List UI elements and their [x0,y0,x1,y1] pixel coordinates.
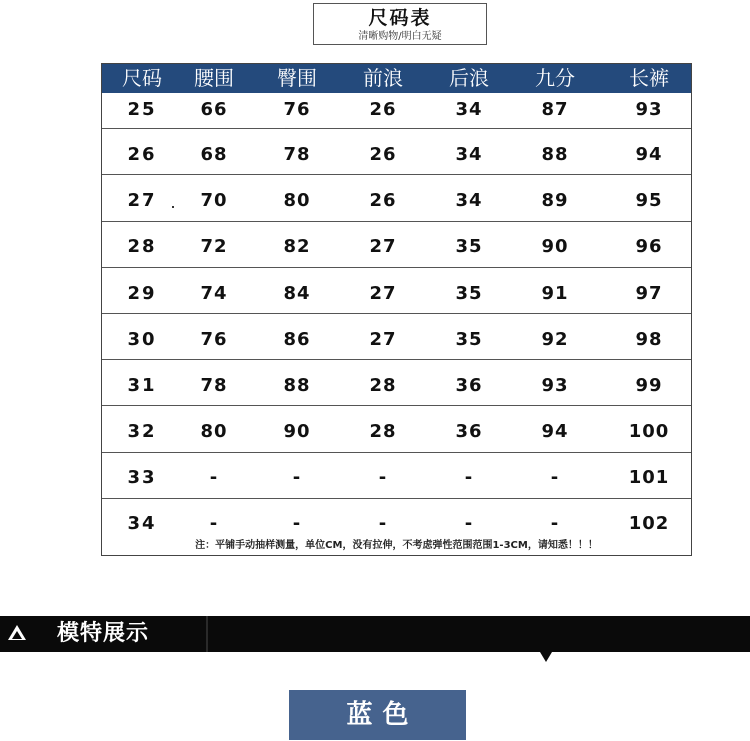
size-cell: 27 [127,190,157,211]
column-header: 长裤 [629,66,669,90]
measurement-cell: 94 [541,421,569,442]
measurement-cell: 93 [635,99,663,120]
measurement-cell: 35 [455,329,483,350]
table-row [102,144,691,190]
measurement-cell: 94 [635,144,663,165]
measurement-cell: 72 [200,236,228,257]
column-header: 腰围 [194,66,234,90]
color-variant-label: 蓝色 [289,690,466,740]
measurement-cell: - [292,467,302,488]
measurement-cell: 34 [455,99,483,120]
measurement-cell: 88 [283,375,311,396]
measurement-cell: - [378,513,388,534]
measurement-note: 注：平铺手动抽样测量，单位CM，没有拉伸，不考虑弹性范围范围1-3CM，请知悉！！！ [195,540,598,551]
page-subtitle: 清晰购物/明白无疑 [358,31,442,42]
measurement-cell: - [209,513,219,534]
measurement-cell: 100 [628,421,670,442]
column-header: 后浪 [449,66,489,90]
size-cell: 25 [127,99,157,120]
column-header: 尺码 [122,66,162,90]
banner-pointer-icon [540,652,552,662]
measurement-cell: 27 [369,329,397,350]
table-row [102,329,691,375]
table-row [102,190,691,236]
measurement-cell: - [550,513,560,534]
measurement-cell: 95 [635,190,663,211]
size-cell: 28 [127,236,157,257]
table-row [102,375,691,421]
table-row [102,99,691,145]
measurement-cell: 90 [541,236,569,257]
measurement-cell: 87 [541,99,569,120]
measurement-cell: 80 [283,190,311,211]
column-header: 前浪 [363,66,403,90]
page-title: 尺码表 [368,7,432,29]
size-cell: 26 [127,144,157,165]
table-row [102,236,691,282]
measurement-cell: 36 [455,421,483,442]
section-banner [0,616,750,652]
measurement-cell: 84 [283,283,311,304]
measurement-cell: 35 [455,236,483,257]
size-table [101,63,692,556]
measurement-cell: 88 [541,144,569,165]
measurement-cell: - [550,467,560,488]
measurement-cell: 98 [635,329,663,350]
measurement-cell: 26 [369,190,397,211]
measurement-cell: 28 [369,421,397,442]
measurement-cell: 93 [541,375,569,396]
measurement-cell: 82 [283,236,311,257]
size-cell: 29 [127,283,157,304]
measurement-cell: 76 [200,329,228,350]
measurement-cell: 102 [628,513,670,534]
measurement-cell: 26 [369,144,397,165]
measurement-cell: 76 [283,99,311,120]
measurement-cell: 26 [369,99,397,120]
banner-divider [206,616,208,652]
size-cell: 34 [127,513,157,534]
measurement-cell: 66 [200,99,228,120]
measurement-cell: 70 [200,190,228,211]
size-cell: 33 [127,467,157,488]
measurement-cell: 36 [455,375,483,396]
table-row [102,467,691,513]
measurement-cell: - [209,467,219,488]
measurement-cell: 80 [200,421,228,442]
measurement-cell: 96 [635,236,663,257]
measurement-cell: 68 [200,144,228,165]
size-cell: 30 [127,329,157,350]
measurement-cell: 78 [283,144,311,165]
column-header: 臀围 [277,66,317,90]
measurement-cell: 89 [541,190,569,211]
measurement-cell: 86 [283,329,311,350]
table-row [102,283,691,329]
measurement-cell: 27 [369,236,397,257]
table-header [102,64,691,93]
column-header: 九分 [535,66,575,90]
size-cell: 31 [127,375,157,396]
measurement-cell: 28 [369,375,397,396]
measurement-cell: 27 [369,283,397,304]
size-chart-title-box [313,3,487,45]
measurement-cell: - [464,513,474,534]
measurement-cell: 35 [455,283,483,304]
measurement-cell: - [464,467,474,488]
table-row [102,513,691,559]
measurement-cell: 74 [200,283,228,304]
measurement-cell: - [292,513,302,534]
measurement-cell: 34 [455,190,483,211]
measurement-cell: 34 [455,144,483,165]
measurement-cell: 97 [635,283,663,304]
measurement-cell: 101 [628,467,670,488]
table-row [102,421,691,467]
measurement-cell: - [378,467,388,488]
measurement-cell: 78 [200,375,228,396]
measurement-cell: 90 [283,421,311,442]
measurement-cell: 91 [541,283,569,304]
measurement-cell: 92 [541,329,569,350]
size-cell: 32 [127,421,157,442]
measurement-cell: 99 [635,375,663,396]
section-title: 模特展示 [57,621,150,646]
